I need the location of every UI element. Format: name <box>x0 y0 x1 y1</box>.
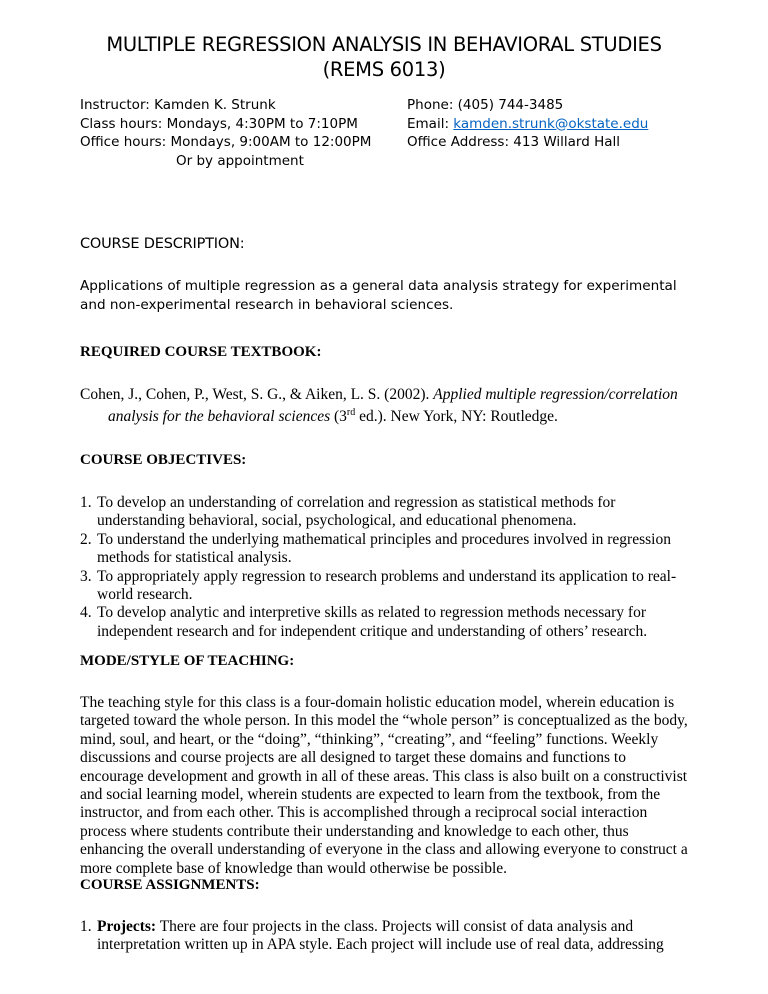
objective-number: 2. <box>80 530 92 548</box>
office-address: Office Address: 413 Willard Hall <box>407 134 621 150</box>
objective-text: To appropriately apply regression to research problems and understand its application to real-world research. <box>97 567 677 604</box>
teaching-text: The teaching style for this class is a four-domain holistic education model, wherein education is targeted toward the whole person. In this model the “whole person” is conceptualized as the body, mind, soul, and heart, or the “doing”, “thinking”, “creating”, and “feeling” functions. Weekly discussions and course projects are all designed to target these domains and functions to encourage development and growth in all of these areas. This class is also built on a constructivist and social learning model, wherein students are expected to learn from the textbook, from the instructor, and from each other. This is accomplished through a reciprocal social interaction process where students contribute their understanding and knowledge to each other, thus enhancing the overall understanding of everyone in the class and allowing everyone to construct a more complete base of knowledge than would otherwise be possible. <box>80 694 688 877</box>
textbook-title: Applied multiple regression/correlation analysis for the behavioral sciences <box>108 386 678 426</box>
objective-item <box>80 494 692 531</box>
assignments-heading: COURSE ASSIGNMENTS: <box>80 877 260 893</box>
objective-text: To develop an understanding of correlation and regression as statistical methods for understanding behavioral, social, psychological, and educational phenomena. <box>97 494 616 530</box>
class-hours: Class hours: Mondays, 4:30PM to 7:10PM <box>80 115 358 132</box>
objective-number: 3. <box>80 567 92 585</box>
phone: Phone: (405) 744-3485 <box>407 97 564 113</box>
textbook-edition-post: ed.). New York, NY: Routledge. <box>355 408 558 426</box>
contact-info <box>407 96 707 152</box>
objective-text: To develop analytic and interpretive skills as related to regression methods necessary for independent research and for independent critique and understanding of others’ research. <box>97 604 648 640</box>
objective-item <box>80 531 692 568</box>
email-line <box>407 115 707 134</box>
textbook-heading: REQUIRED COURSE TEXTBOOK: <box>80 344 322 360</box>
instructor-name: Instructor: Kamden K. Strunk <box>80 97 276 113</box>
email-label: Email: <box>407 115 454 132</box>
instructor-info <box>80 96 370 170</box>
objective-item <box>80 568 692 605</box>
textbook-edition-sup: rd <box>346 407 356 419</box>
objectives-list <box>80 494 692 641</box>
assignment-label: Projects: <box>97 918 157 935</box>
objectives-heading: COURSE OBJECTIVES: <box>80 452 247 468</box>
objective-number: 1. <box>80 494 92 511</box>
assignment-item <box>80 918 692 955</box>
course-description-text: Applications of multiple regression as a general data analysis strategy for experimental and non-experimental research in behavioral sciences. <box>80 278 677 313</box>
textbook-edition-pre: (3 <box>330 408 347 426</box>
objective-text: To understand the underlying mathematical principles and procedures involved in regression methods for statistical analysis. <box>97 530 671 567</box>
assignment-text: There are four projects in the class. Projects will consist of data analysis and interpretation written up in APA style. Each project will include use of real data, addressing <box>97 918 664 954</box>
textbook-authors: Cohen, J., Cohen, P., West, S. G., & Aiken, L. S. (2002). <box>80 386 434 403</box>
objective-number: 4. <box>80 604 92 622</box>
office-hours-alt: Or by appointment <box>176 152 304 169</box>
office-hours: Office hours: Mondays, 9:00AM to 12:00PM <box>80 134 372 150</box>
assignment-number: 1. <box>80 918 92 935</box>
course-title: MULTIPLE REGRESSION ANALYSIS IN BEHAVIORAL STUDIES (REMS 6013) <box>106 33 662 81</box>
course-description-heading: COURSE DESCRIPTION: <box>80 236 245 252</box>
teaching-heading: MODE/STYLE OF TEACHING: <box>80 653 295 669</box>
objective-item <box>80 604 692 641</box>
textbook-citation <box>80 386 720 427</box>
email-link[interactable]: kamden.strunk@okstate.edu <box>453 115 649 132</box>
